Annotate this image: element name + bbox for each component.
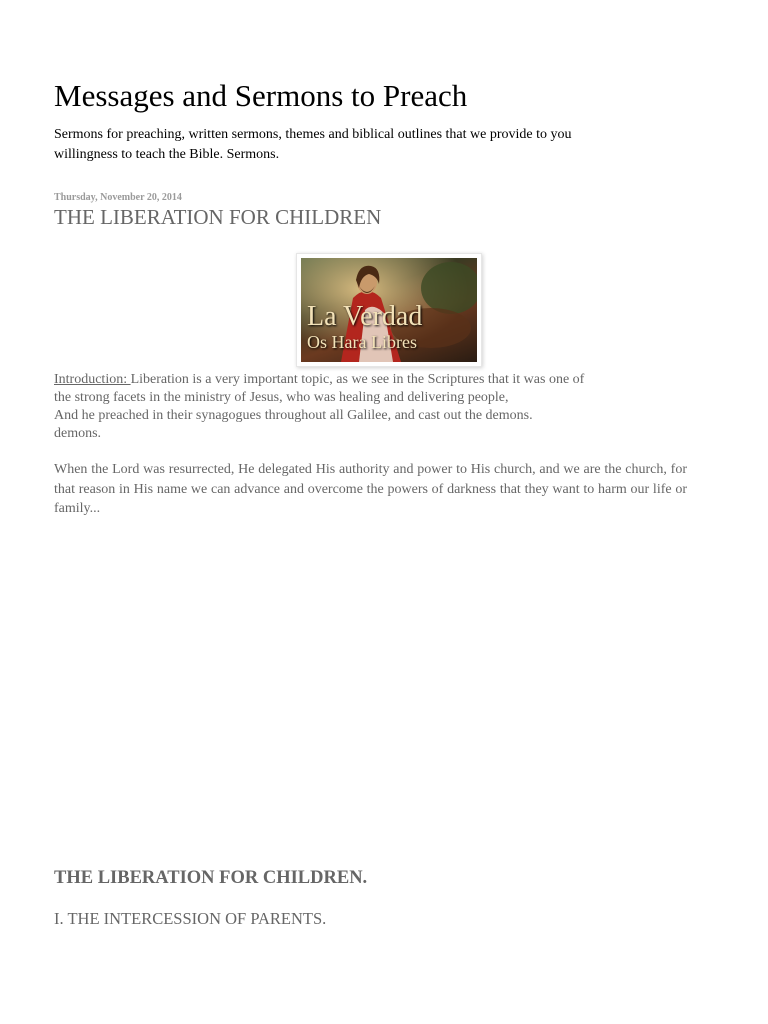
- post-title[interactable]: THE LIBERATION FOR CHILDREN: [54, 205, 382, 229]
- post-image: [301, 258, 477, 362]
- section-subheading: I. THE INTERCESSION OF PARENTS.: [54, 909, 327, 928]
- post-image-link[interactable]: [296, 253, 482, 367]
- intro-line4: demons.: [54, 426, 102, 441]
- post-image-caption-2: Os Hara Libres: [307, 332, 417, 352]
- intro-label: Introduction:: [54, 372, 131, 387]
- blog-description: [54, 125, 614, 165]
- post-paragraph: When the Lord was resurrected, He delegated His authority and power to His church, and we are the church, for that reason in His name we can advance and overcome the powers of darkness that they want to harm our life or family...: [54, 462, 687, 516]
- intro-line3: And he preached in their synagogues throughout all Galilee, and cast out the demons.: [54, 408, 533, 423]
- post-image-caption-1: La Verdad: [307, 301, 423, 332]
- blog-description-line2: willingness to teach the Bible. Sermons.: [54, 147, 280, 162]
- intro-line2: the strong facets in the ministry of Jesus, who was healing and delivering people,: [54, 390, 509, 405]
- blog-description-line1: Sermons for preaching, written sermons, themes and biblical outlines that we provide to you: [54, 127, 572, 142]
- post-date: Thursday, November 20, 2014: [54, 192, 182, 203]
- blog-title[interactable]: Messages and Sermons to Preach: [54, 78, 468, 113]
- post-intro: [54, 371, 690, 443]
- section-heading: THE LIBERATION FOR CHILDREN.: [54, 868, 368, 888]
- intro-line1: Liberation is a very important topic, as we see in the Scriptures that it was one of: [130, 372, 585, 387]
